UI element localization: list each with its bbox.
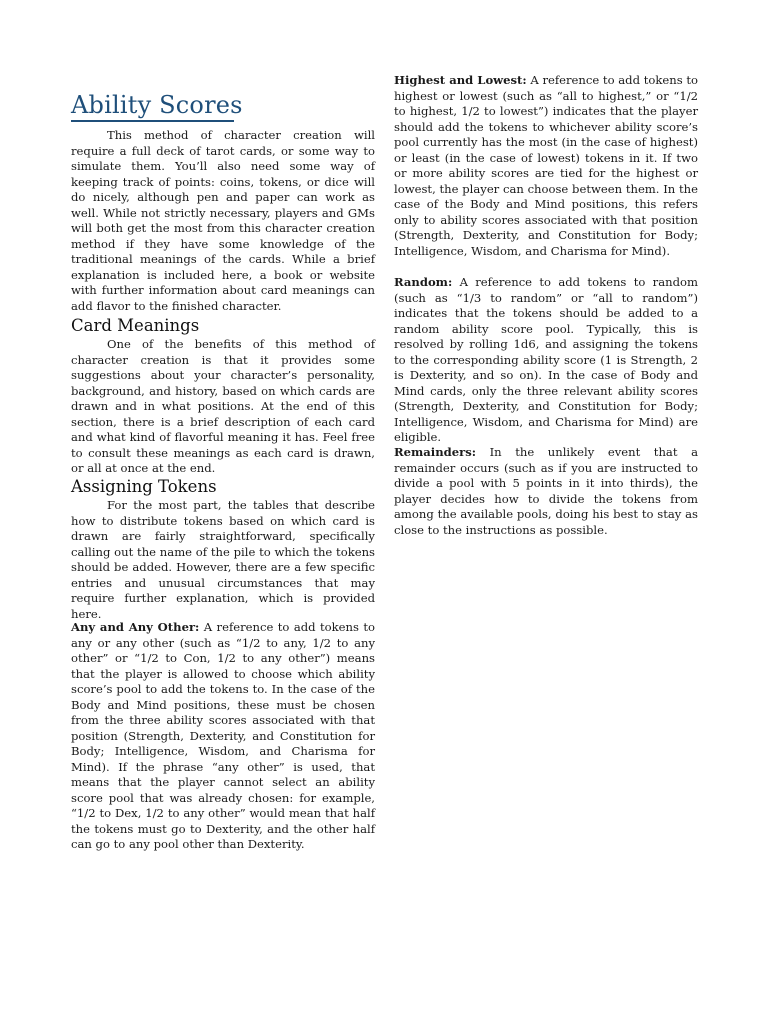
remainders-paragraph [394,445,698,538]
remainders-entry [394,445,698,538]
remainders-label: Remainders: [394,445,477,459]
highest-lowest-paragraph [394,73,698,259]
assigning-tokens-heading: Assigning Tokens [71,477,217,496]
highest-lowest-text: A reference to add tokens to highest or lowest (such as “all to highest,” or “1/2 to highest, 1/2 to lowest”) indicates that the player should add the tokens to whichever ability score’s pool currently has the most (in the case of highest) or least (in the case of lowest) tokens in it. If two or more ability scores are tied for the highest or lowest, the player can choose between them. In the case of the Body and Mind positions, this refers only to ability scores associated with that position (Strength, Dexterity, and Constitution for Body; Intelligence, Wisdom, and Charisma for Mind). [394,73,698,258]
any-other-entry [71,620,375,853]
any-other-paragraph [71,620,375,853]
card-meanings-section [71,315,375,477]
remainders-text: In the unlikely event that a remainder occurs (such as if you are instructed to divide a pool with 5 points in it into thirds), the player decides how to divide the tokens from among the available pools, doing his best to stay as close to the instructions as possible. [394,445,698,537]
any-other-label: Any and Any Other: [71,620,200,634]
intro-block [71,128,375,314]
any-other-text: A reference to add tokens to any or any other (such as “1/2 to any, 1/2 to any other” or “1/2 to Con, 1/2 to any other”) means that the player is allowed to choose which ability score’s pool to add the tokens to. In the case of the Body and Mind positions, these must be chosen from the three ability scores associated with that position (Strength, Dexterity, and Constitution for Body; Intelligence, Wisdom, and Charisma for Mind). If the phrase “any other” is used, that means that the player cannot select an ability score pool that was already chosen: for example, “1/2 to Dex, 1/2 to any other” would mean that half the tokens must go to Dexterity, and the other half can go to any pool other than Dexterity. [71,620,375,851]
random-label: Random: [394,275,453,289]
page-title: Ability Scores [71,91,243,119]
highest-lowest-entry [394,73,698,259]
assigning-tokens-paragraph: For the most part, the tables that describe how to distribute tokens based on which card is drawn are fairly straightforward, specifically calling out the name of the pile to which the tokens should be added. However, there are a few specific entries and unusual circumstances that may require further explanation, which is provided here. [71,498,375,621]
random-text: A reference to add tokens to random (such as “1/3 to random” or “all to random”) indicates that the tokens should be added to a random ability score pool. Typically, this is resolved by rolling 1d6, and assigning the tokens to the corresponding ability score (1 is Strength, 2 is Dexterity, and so on). In the case of Body and Mind cards, only the three relevant ability scores (Strength, Dexterity, and Constitution for Body; Intelligence, Wisdom, and Charisma for Mind) are eligible. [394,275,698,444]
card-meanings-heading: Card Meanings [71,316,200,335]
title-underline [71,120,234,122]
assigning-tokens-section [71,476,375,622]
highest-lowest-label: Highest and Lowest: [394,73,527,87]
card-meanings-paragraph: One of the benefits of this method of character creation is that it provides some suggestions about your character’s personality, background, and history, based on which cards are drawn and in what positions. At the end of this section, there is a brief description of each card and what kind of flavorful meaning it has. Feel free to consult these meanings as each card is drawn, or all at once at the end. [71,337,375,475]
intro-paragraph: This method of character creation will require a full deck of tarot cards, or some way to simulate them. You’ll also need some way of keeping track of points: coins, tokens, or dice will do nicely, although pen and paper can work as well. While not strictly necessary, players and GMs will both get the most from this character creation method if they have some knowledge of the traditional meanings of the cards. While a brief explanation is included here, a book or website with further information about card meanings can add flavor to the finished character. [71,128,375,313]
random-entry [394,275,698,446]
random-paragraph [394,275,698,446]
